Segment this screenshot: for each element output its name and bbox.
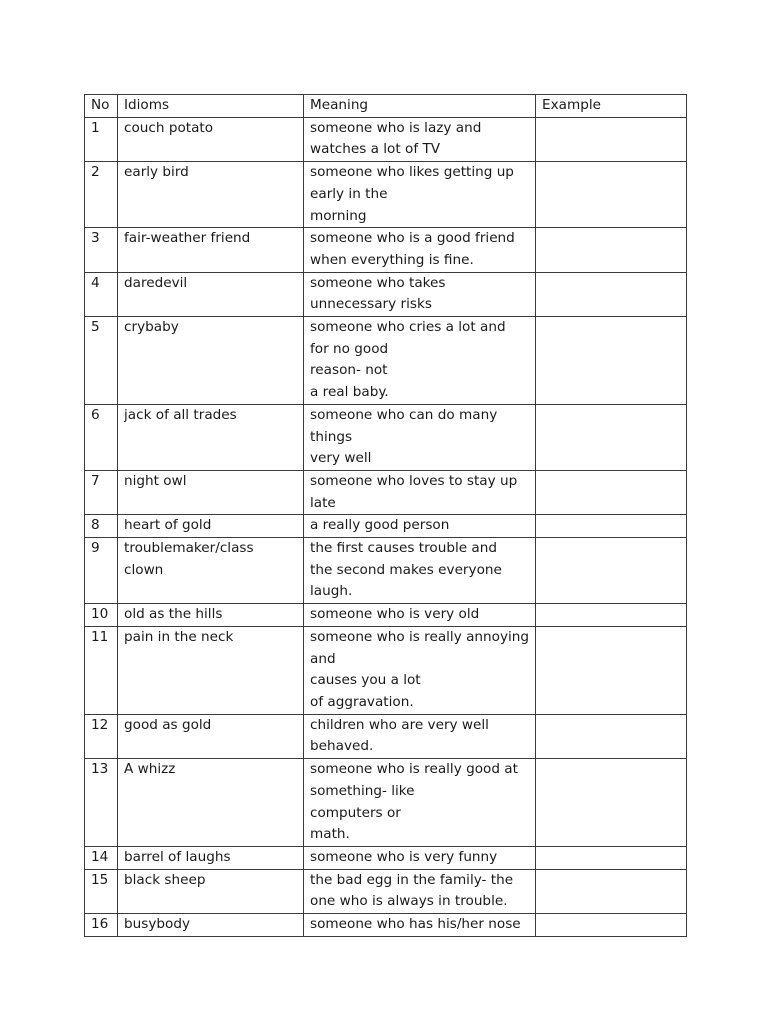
table-row xyxy=(85,846,687,869)
table-row xyxy=(85,404,687,470)
idiom-cell xyxy=(118,914,304,937)
example-cell xyxy=(536,228,687,272)
meaning-cell xyxy=(304,515,536,538)
meaning-text: the bad egg in the family- the xyxy=(310,871,514,888)
meaning-text: reason- not xyxy=(310,362,388,379)
header-idioms: Idioms xyxy=(118,95,304,118)
meaning-cell xyxy=(304,626,536,714)
meaning-text: and xyxy=(310,650,336,667)
example-cell xyxy=(536,117,687,161)
meaning-cell xyxy=(304,317,536,405)
meaning-text: things xyxy=(310,428,353,445)
idiom-cell xyxy=(118,759,304,847)
table-body xyxy=(85,117,687,936)
idiom-cell xyxy=(118,162,304,228)
meaning-cell xyxy=(304,538,536,604)
table-row xyxy=(85,869,687,913)
table-row xyxy=(85,228,687,272)
row-number: 15 xyxy=(85,869,118,913)
meaning-text: causes you a lot xyxy=(310,672,421,689)
row-number: 14 xyxy=(85,846,118,869)
meaning-text: someone who takes xyxy=(310,274,446,291)
idiom-text: good as gold xyxy=(124,716,212,733)
row-number: 10 xyxy=(85,604,118,627)
example-cell xyxy=(536,759,687,847)
meaning-cell xyxy=(304,846,536,869)
example-cell xyxy=(536,604,687,627)
table-row xyxy=(85,272,687,316)
idiom-cell xyxy=(118,626,304,714)
idiom-text: jack of all trades xyxy=(124,406,237,423)
table-row xyxy=(85,470,687,514)
idiom-text: old as the hills xyxy=(124,606,223,623)
idioms-table xyxy=(84,94,687,937)
idiom-text: black sheep xyxy=(124,871,206,888)
idiom-text: night owl xyxy=(124,472,187,489)
meaning-text: early in the xyxy=(310,185,388,202)
table-row xyxy=(85,515,687,538)
meaning-text: someone who is really good at xyxy=(310,761,518,778)
idiom-cell xyxy=(118,846,304,869)
meaning-cell xyxy=(304,914,536,937)
table-row xyxy=(85,604,687,627)
meaning-text: of aggravation. xyxy=(310,693,414,710)
example-cell xyxy=(536,714,687,758)
meaning-text: someone who cries a lot and xyxy=(310,319,506,336)
meaning-cell xyxy=(304,272,536,316)
row-number: 8 xyxy=(85,515,118,538)
table-row xyxy=(85,714,687,758)
meaning-text: a real baby. xyxy=(310,384,389,401)
meaning-text: someone who is very funny xyxy=(310,848,498,865)
meaning-text: the second makes everyone xyxy=(310,561,502,578)
meaning-text: someone who is lazy and xyxy=(310,119,482,136)
meaning-text: one who is always in trouble. xyxy=(310,893,508,910)
meaning-cell xyxy=(304,404,536,470)
row-number: 1 xyxy=(85,117,118,161)
table-row xyxy=(85,162,687,228)
meaning-text: unnecessary risks xyxy=(310,296,432,313)
meaning-cell xyxy=(304,714,536,758)
example-cell xyxy=(536,914,687,937)
meaning-cell xyxy=(304,604,536,627)
idiom-text: heart of gold xyxy=(124,517,212,534)
idiom-cell xyxy=(118,228,304,272)
meaning-cell xyxy=(304,228,536,272)
row-number: 13 xyxy=(85,759,118,847)
idiom-cell xyxy=(118,317,304,405)
table-row xyxy=(85,759,687,847)
meaning-text: late xyxy=(310,494,336,511)
example-cell xyxy=(536,538,687,604)
table-row xyxy=(85,914,687,937)
row-number: 6 xyxy=(85,404,118,470)
idiom-text: barrel of laughs xyxy=(124,848,231,865)
table-row xyxy=(85,117,687,161)
meaning-cell xyxy=(304,869,536,913)
meaning-text: something- like xyxy=(310,782,415,799)
header-example: Example xyxy=(536,95,687,118)
table-row xyxy=(85,538,687,604)
table-header xyxy=(85,95,687,118)
idiom-text: early bird xyxy=(124,164,189,181)
meaning-text: behaved. xyxy=(310,738,374,755)
example-cell xyxy=(536,869,687,913)
header-row xyxy=(85,95,687,118)
table-row xyxy=(85,626,687,714)
idiom-text: fair-weather friend xyxy=(124,230,251,247)
example-cell xyxy=(536,846,687,869)
meaning-text: laugh. xyxy=(310,583,353,600)
example-cell xyxy=(536,515,687,538)
meaning-text: the first causes trouble and xyxy=(310,540,498,557)
row-number: 2 xyxy=(85,162,118,228)
row-number: 16 xyxy=(85,914,118,937)
meaning-text: someone who likes getting up xyxy=(310,164,514,181)
idiom-cell xyxy=(118,604,304,627)
meaning-cell xyxy=(304,470,536,514)
example-cell xyxy=(536,626,687,714)
meaning-text: children who are very well xyxy=(310,716,489,733)
idiom-text: busybody xyxy=(124,916,190,933)
meaning-cell xyxy=(304,162,536,228)
meaning-text: someone who is very old xyxy=(310,606,480,623)
example-cell xyxy=(536,162,687,228)
meaning-text: when everything is fine. xyxy=(310,251,474,268)
row-number: 4 xyxy=(85,272,118,316)
meaning-text: watches a lot of TV xyxy=(310,141,441,158)
header-no: No xyxy=(85,95,118,118)
meaning-text: someone who has his/her nose xyxy=(310,916,521,933)
row-number: 12 xyxy=(85,714,118,758)
idiom-text: pain in the neck xyxy=(124,628,234,645)
idiom-cell xyxy=(118,869,304,913)
meaning-cell xyxy=(304,117,536,161)
idiom-cell xyxy=(118,404,304,470)
idiom-text: crybaby xyxy=(124,319,179,336)
row-number: 9 xyxy=(85,538,118,604)
idiom-text: clown xyxy=(124,561,164,578)
meaning-text: someone who can do many xyxy=(310,406,498,423)
meaning-text: for no good xyxy=(310,340,389,357)
meaning-text: someone who loves to stay up xyxy=(310,472,518,489)
idiom-cell xyxy=(118,272,304,316)
idiom-cell xyxy=(118,117,304,161)
meaning-text: someone who is really annoying xyxy=(310,628,530,645)
meaning-text: math. xyxy=(310,826,350,843)
idiom-cell xyxy=(118,470,304,514)
example-cell xyxy=(536,272,687,316)
idiom-text: A whizz xyxy=(124,761,176,778)
example-cell xyxy=(536,317,687,405)
idiom-text: troublemaker/class xyxy=(124,540,254,557)
row-number: 7 xyxy=(85,470,118,514)
row-number: 3 xyxy=(85,228,118,272)
meaning-cell xyxy=(304,759,536,847)
meaning-text: very well xyxy=(310,450,372,467)
idiom-text: couch potato xyxy=(124,119,214,136)
idiom-text: daredevil xyxy=(124,274,188,291)
meaning-text: someone who is a good friend xyxy=(310,230,515,247)
idiom-cell xyxy=(118,714,304,758)
header-meaning: Meaning xyxy=(304,95,536,118)
table-row xyxy=(85,317,687,405)
example-cell xyxy=(536,470,687,514)
row-number: 5 xyxy=(85,317,118,405)
row-number: 11 xyxy=(85,626,118,714)
meaning-text: morning xyxy=(310,207,367,224)
meaning-text: computers or xyxy=(310,804,401,821)
idiom-cell xyxy=(118,515,304,538)
example-cell xyxy=(536,404,687,470)
meaning-text: a really good person xyxy=(310,517,450,534)
idiom-cell xyxy=(118,538,304,604)
